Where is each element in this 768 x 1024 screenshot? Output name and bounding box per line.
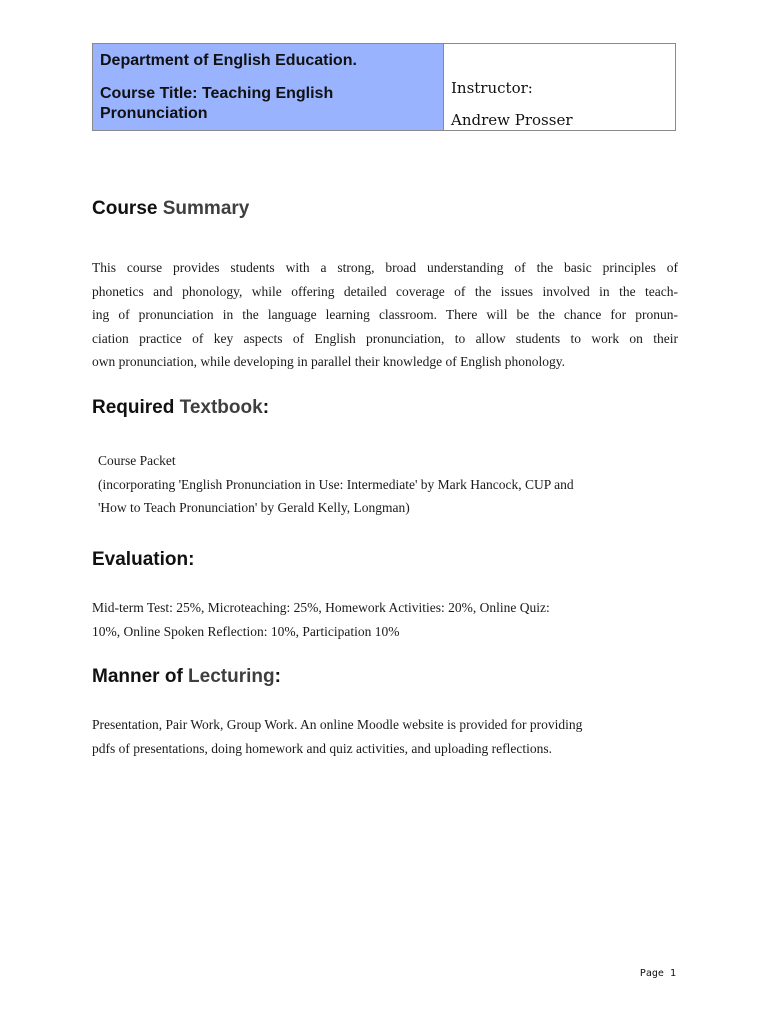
course-header-table: [92, 43, 676, 131]
instructor-cell: [444, 44, 675, 130]
summary-line: ciation practice of key aspects of English pronunciation, to allow students to work on their: [92, 330, 678, 346]
heading-light-text: Textbook: [174, 397, 263, 418]
lecturing-text: [92, 713, 678, 760]
heading-main-text: Manner of: [92, 666, 183, 687]
summary-line: phonetics and phonology, while offering detailed coverage of the issues involved in the teach-: [92, 283, 678, 299]
heading-main-text: Course: [92, 198, 158, 219]
textbook-line: Course Packet: [98, 453, 176, 468]
summary-line: This course provides students with a strong, broad understanding of the basic principles of: [92, 260, 678, 275]
evaluation-line: Mid-term Test: 25%, Microteaching: 25%, Homework Activities: 20%, Online Quiz:: [92, 600, 550, 615]
required-textbook-heading: [92, 397, 269, 419]
course-summary-text: [92, 256, 678, 374]
page-number: Page 1: [639, 968, 676, 979]
summary-line: ing of pronunciation in the language learning classroom. There will be the chance for pronun-: [92, 307, 678, 322]
heading-light-text: Lecturing: [182, 666, 275, 687]
manner-of-lecturing-heading: [92, 666, 281, 688]
evaluation-line: 10%, Online Spoken Reflection: 10%, Participation 10%: [92, 623, 400, 639]
heading-colon: :: [262, 397, 270, 418]
textbook-line: 'How to Teach Pronunciation' by Gerald Kelly, Longman): [98, 500, 410, 515]
course-info-cell: [93, 44, 444, 130]
lecturing-line: Presentation, Pair Work, Group Work. An online Moodle website is provided for providing: [92, 717, 583, 732]
instructor-name: Andrew Prosser: [451, 111, 573, 129]
summary-line: own pronunciation, while developing in parallel their knowledge of English phonology.: [92, 354, 566, 369]
textbook-text: [98, 449, 658, 520]
course-title: Course Title: Teaching English Pronunciation: [100, 85, 334, 122]
heading-main-text: Required: [92, 397, 175, 418]
textbook-line: (incorporating 'English Pronunciation in Use: Intermediate' by Mark Hancock, CUP and: [98, 476, 574, 492]
heading-light-text: Summary: [157, 198, 250, 219]
evaluation-text: [92, 596, 678, 643]
heading-colon: :: [274, 666, 281, 687]
lecturing-line: pdfs of presentations, doing homework and quiz activities, and uploading reflections.: [92, 740, 553, 756]
evaluation-heading: Evaluation:: [92, 549, 195, 570]
department-name: Department of English Education.: [100, 52, 357, 69]
course-summary-heading: [92, 198, 249, 220]
instructor-label: Instructor:: [451, 79, 533, 97]
